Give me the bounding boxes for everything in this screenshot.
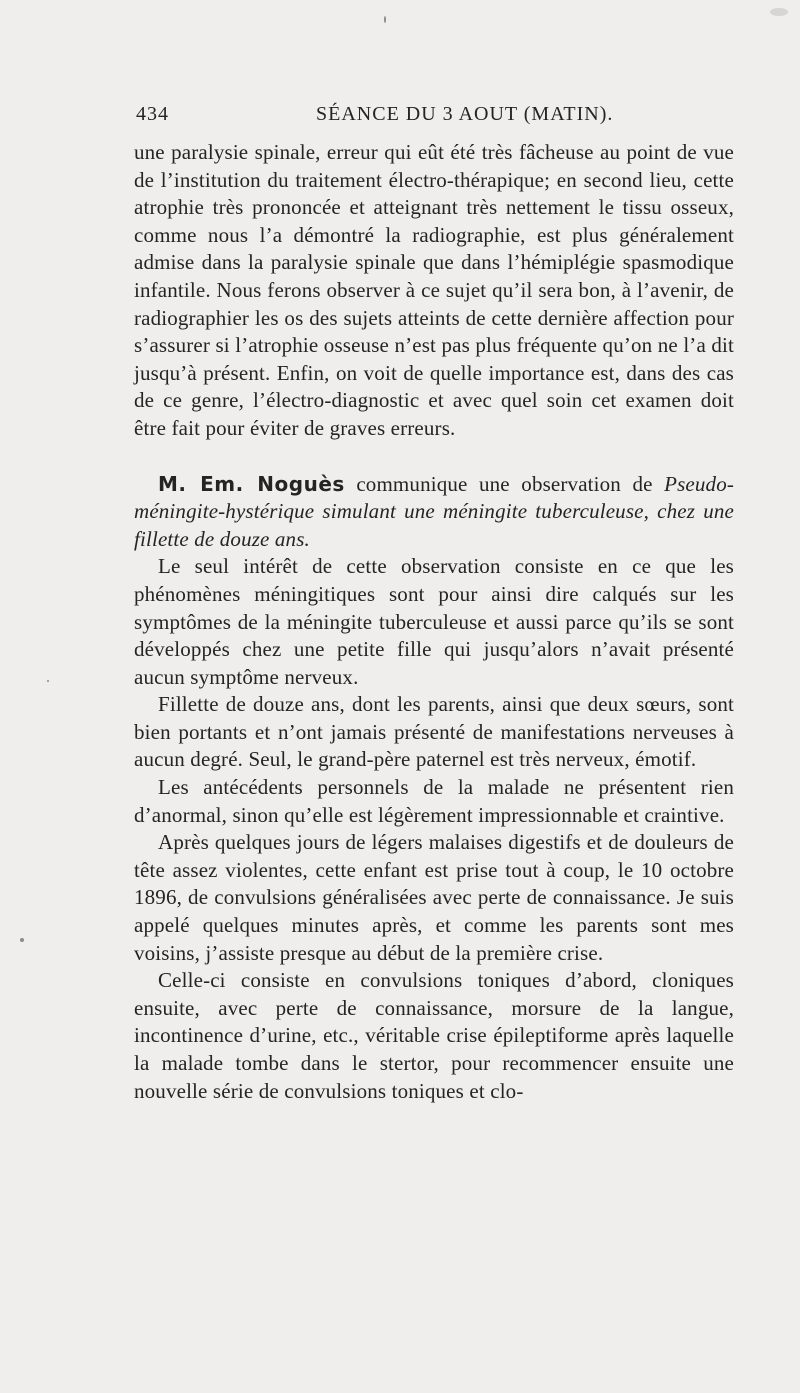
- paper-stain: [770, 8, 788, 16]
- paragraph: Les antécédents personnels de la malade ne présentent rien d’anormal, sinon qu’elle est légèrement impressionnable et craintive.: [134, 775, 734, 827]
- observation-title: Pseudo-méningite-hystérique simulant une méningite tuberculeuse, chez une fillette de douze ans.: [134, 471, 734, 551]
- communication-heading: [134, 471, 734, 554]
- paragraph: Fillette de douze ans, dont les parents, ainsi que deux sœurs, sont bien portants et n’ont jamais présenté de manifestations nerveuses à aucun degré. Seul, le grand-père paternel est très nerveux, émotif.: [134, 692, 734, 772]
- communication-text: communique une observation de: [344, 471, 665, 496]
- page-header: [136, 103, 734, 133]
- page-content: [134, 139, 734, 1105]
- paper-speck: [20, 938, 24, 942]
- running-head: SÉANCE DU 3 AOUT (MATIN).: [316, 103, 614, 125]
- paper-speck: [384, 16, 386, 23]
- paragraph: Le seul intérêt de cette observation consiste en ce que les phénomènes méningitiques sont pour ainsi dire calqués sur les symptômes de la méningite tuberculeuse et aussi parce qu’ils se sont développés chez une petite fille qui jusqu’alors n’avait présenté aucun symptôme nerveux.: [134, 554, 734, 689]
- paragraph: Après quelques jours de légers malaises digestifs et de douleurs de tête assez violentes, cette enfant est prise tout à coup, le 10 octobre 1896, de convulsions généralisées avec perte de connaissance. Je suis appelé quelques minutes après, et comme les parents sont mes voisins, j’assiste presque au début de la première crise.: [134, 830, 734, 965]
- paper-speck: [47, 680, 49, 682]
- paragraph: Celle-ci consiste en convulsions toniques d’abord, cloniques ensuite, avec perte de connaissance, morsure de la langue, incontinence d’urine, etc., véritable crise épileptiforme après laquelle la malade tombe dans le stertor, pour recommencer ensuite une nouvelle série de convulsions toniques et clo-: [134, 968, 734, 1103]
- page-number: 434: [136, 103, 169, 125]
- paragraph-continuation: une paralysie spinale, erreur qui eût été très fâcheuse au point de vue de l’institution du traitement électro-thérapique; en second lieu, cette atrophie très prononcée et atteignant très nettement le tissu osseux, comme nous l’a démontré la radiographie, est plus généralement admise dans la paralysie spinale que dans l’hémiplégie spasmodique infantile. Nous ferons observer à ce sujet qu’il sera bon, à l’avenir, de radiographier les os des sujets atteints de cette dernière affection pour s’assurer si l’atrophie osseuse n’est pas plus fréquente qu’on ne l’a dit jusqu’à présent. Enfin, on voit de quelle importance est, dans des cas de ce genre, l’électro-diagnostic et avec quel soin cet examen doit être fait pour éviter de graves erreurs.: [134, 140, 734, 440]
- speaker-name: M. Em. Noguès: [158, 471, 345, 496]
